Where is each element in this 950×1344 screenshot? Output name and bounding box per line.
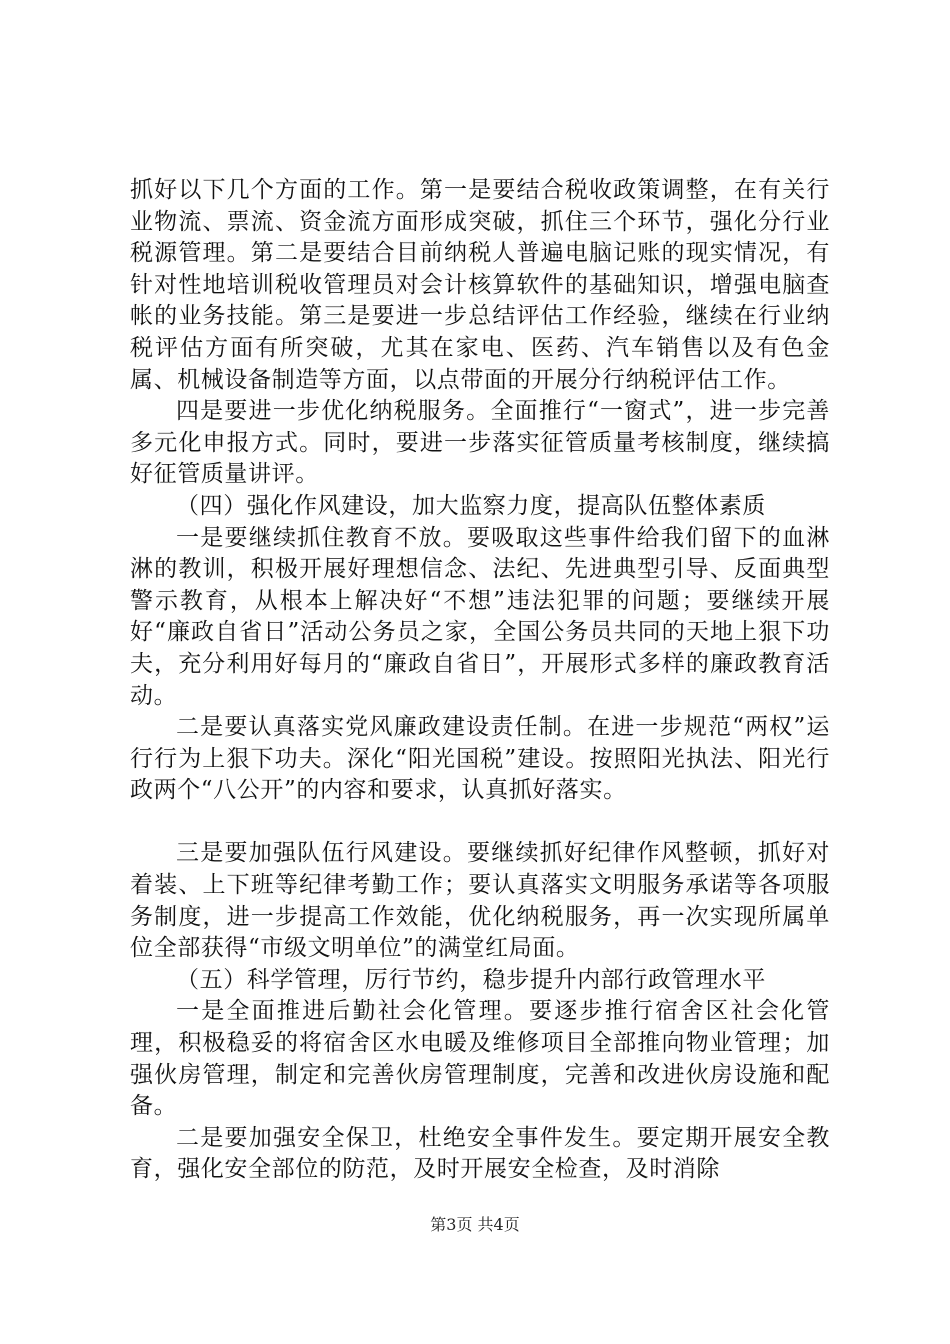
paragraph-education: 一是要继续抓住教育不放。要吸取这些事件给我们留下的血淋淋的教训，积极开展好理想信念、法纪、先进典型引导、反面典型警示教育，从根本上解决好“不想”违法犯罪的问题；要继续开展好“廉政自省日”活动公务员之家，全国公务员共同的天地上狠下功夫，充分利用好每月的“廉政自省日”，开展形式多样的廉政教育活动。 <box>130 524 830 709</box>
section-heading-5: （五）科学管理，厉行节约，稳步提升内部行政管理水平 <box>176 966 766 993</box>
paragraph-optimize-tax-service: 四是要进一步优化纳税服务。全面推行“一窗式”，进一步完善多元化申报方式。同时，要进一步落实征管质量考核制度，继续搞好征管质量讲评。 <box>130 398 830 488</box>
section-heading-4: （四）强化作风建设，加大监察力度，提高队伍整体素质 <box>176 492 766 519</box>
paragraph-party-conduct: 二是要认真落实党风廉政建设责任制。在进一步规范“两权”运行行为上狠下功夫。深化“阳光国税”建设。按照阳光执法、阳光行政两个“八公开”的内容和要求，认真抓好落实。 <box>130 714 830 804</box>
paragraph-logistics: 一是全面推进后勤社会化管理。要逐步推行宿舍区社会化管理，积极稳妥的将宿舍区水电暖及维修项目全部推向物业管理；加强伙房管理，制定和完善伙房管理制度，完善和改进伙房设施和配备。 <box>130 998 830 1120</box>
page-number-footer: 第3页 共4页 <box>430 1215 520 1234</box>
document-body <box>130 175 830 1186</box>
paragraph-security: 二是要加强安全保卫，杜绝安全事件发生。要定期开展安全教育，强化安全部位的防范，及时开展安全检查，及时消除 <box>130 1124 830 1183</box>
paragraph-continuation: 抓好以下几个方面的工作。第一是要结合税收政策调整，在有关行业物流、票流、资金流方面形成突破，抓住三个环节，强化分行业税源管理。第二是要结合目前纳税人普遍电脑记账的现实情况，有针对性地培训税收管理员对会计核算软件的基础知识，增强电脑查帐的业务技能。第三是要进一步总结评估工作经验，继续在行业纳税评估方面有所突破，尤其在家电、医药、汽车销售以及有色金属、机械设备制造等方面，以点带面的开展分行纳税评估工作。 <box>130 177 830 393</box>
paragraph-team-conduct: 三是要加强队伍行风建设。要继续抓好纪律作风整顿，抓好对着装、上下班等纪律考勤工作；要认真落实文明服务承诺等各项服务制度，进一步提高工作效能，优化纳税服务，再一次实现所属单位全部获得“市级文明单位”的满堂红局面。 <box>130 840 830 962</box>
